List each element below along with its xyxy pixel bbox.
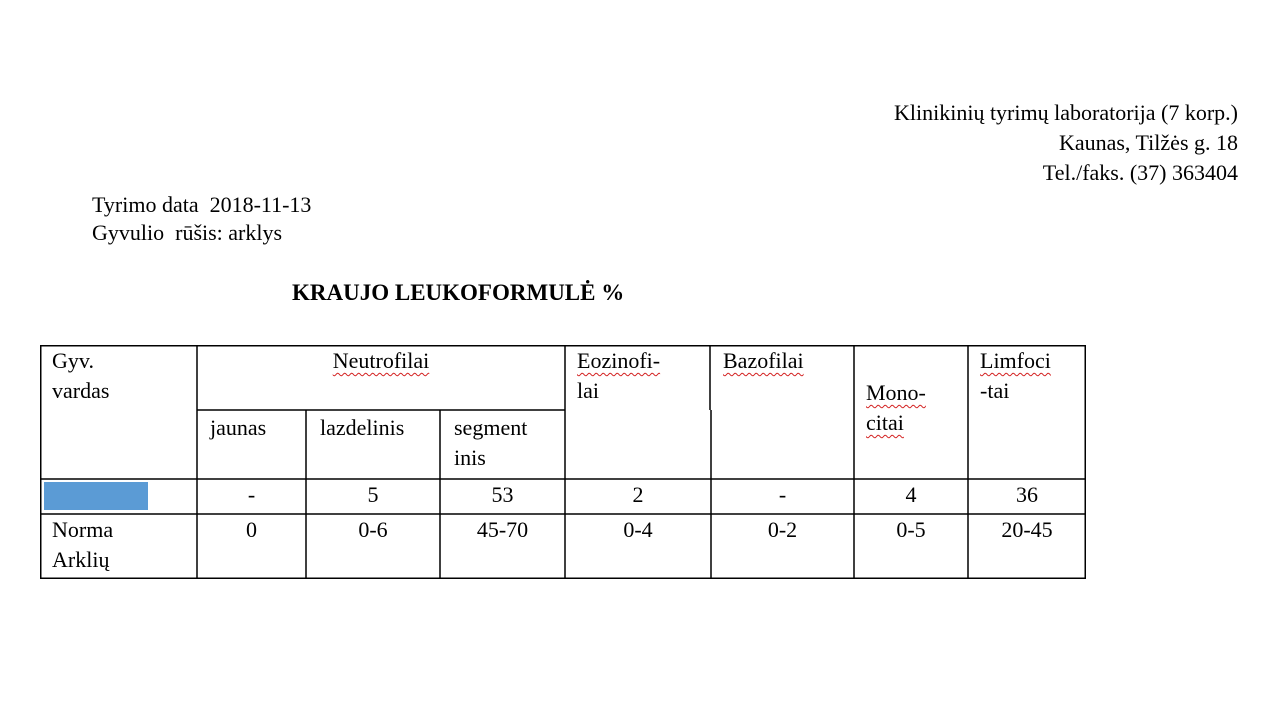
- patient-segmentinis: 53: [491, 482, 514, 507]
- header-monocitai: Mono- citai: [866, 380, 926, 435]
- page-title: KRAUJO LEUKOFORMULĖ %: [292, 280, 625, 305]
- norm-lazdelinis: 0-6: [358, 517, 388, 542]
- lab-header: [894, 98, 1238, 188]
- leukogram-table: [40, 345, 1086, 579]
- norm-limfocitai: 20-45: [1001, 517, 1053, 542]
- lab-address: Kaunas, Tilžės g. 18: [1058, 130, 1238, 155]
- header-segmentinis: segment inis: [454, 415, 528, 470]
- norm-label: Norma Arklių: [52, 517, 114, 572]
- norm-jaunas: 0: [246, 517, 257, 542]
- header-lazdelinis: lazdelinis: [320, 415, 405, 440]
- norm-bazofilai: 0-2: [767, 517, 798, 542]
- norm-segmentinis: 45-70: [476, 517, 529, 542]
- patient-eozinofilai: 2: [632, 482, 644, 507]
- header-bazofilai: Bazofilai: [723, 348, 804, 373]
- redacted-animal-name: [44, 482, 148, 510]
- norm-eozinofilai: 0-4: [623, 517, 653, 542]
- patient-jaunas: -: [247, 482, 256, 507]
- patient-lazdelinis: 5: [367, 482, 379, 507]
- header-jaunas: jaunas: [210, 415, 267, 440]
- patient-bazofilai: -: [778, 482, 787, 507]
- animal-species: Gyvulio rūšis: arklys: [92, 220, 283, 245]
- lab-phone: Tel./faks. (37) 363404: [1042, 160, 1238, 185]
- test-date: Tyrimo data 2018-11-13: [92, 192, 312, 217]
- header-limfocitai: Limfoci -tai: [980, 348, 1051, 403]
- header-animal-name: Gyv. vardas: [52, 348, 110, 403]
- patient-monocitai: 4: [905, 482, 917, 507]
- norm-monocitai: 0-5: [896, 517, 926, 542]
- header-neutrofilai: Neutrofilai: [332, 348, 430, 373]
- test-meta: [92, 191, 311, 247]
- header-eozinofilai: Eozinofi- lai: [577, 348, 661, 403]
- lab-name: Klinikinių tyrimų laboratorija (7 korp.): [894, 100, 1238, 125]
- patient-limfocitai: 36: [1016, 482, 1038, 507]
